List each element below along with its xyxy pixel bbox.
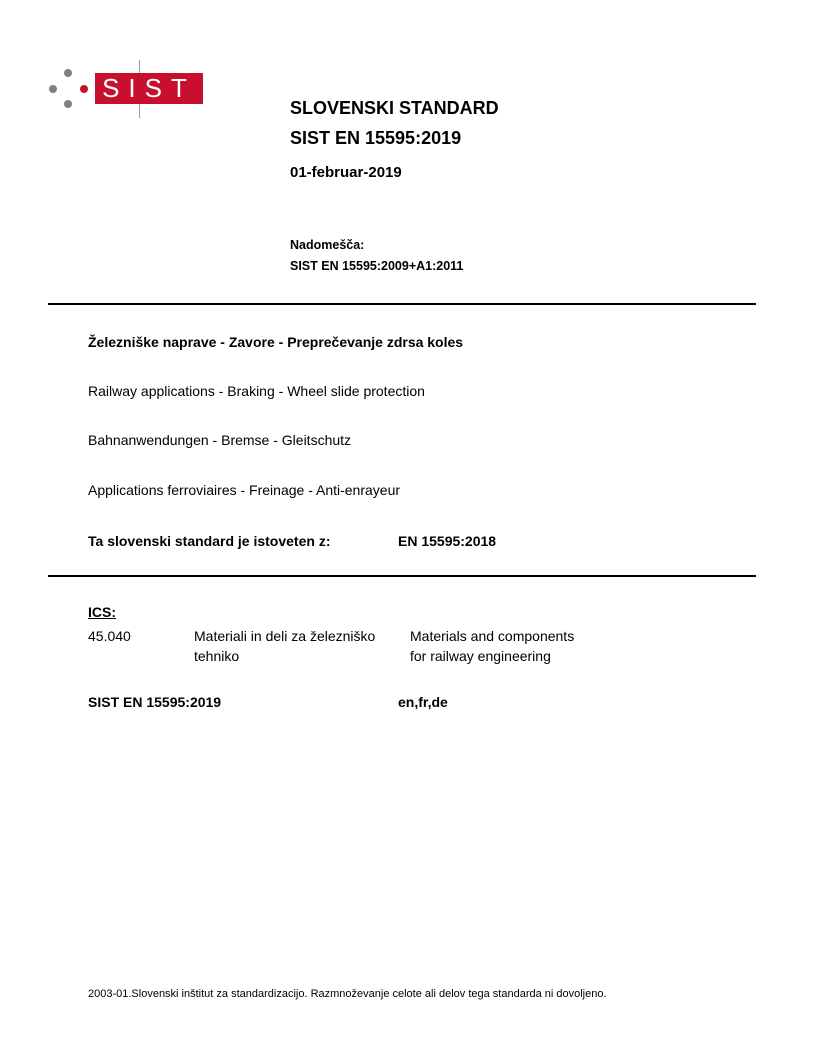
ics-sl-line2: tehniko <box>194 648 240 664</box>
identical-value: EN 15595:2018 <box>398 533 497 549</box>
copyright-footer: 2003-01.Slovenski inštitut za standardizacijo. Razmnoževanje celote ali delov tega standarda ni dovoljeno. <box>88 988 607 1000</box>
standard-number: SIST EN 15595:2019 <box>290 128 462 148</box>
title-de: Bahnanwendungen - Bremse - Gleitschutz <box>88 432 352 448</box>
ics-sl-line1: Materiali in deli za železniško <box>194 628 376 644</box>
standard-heading: SLOVENSKI STANDARD <box>290 98 499 118</box>
logo-dot-icon <box>64 100 72 108</box>
logo-dot-icon <box>49 85 57 93</box>
ics-code: 45.040 <box>88 628 131 644</box>
logo-wordmark: SIST <box>95 73 203 104</box>
logo-dot-icon <box>80 85 88 93</box>
replaces-label: Nadomešča: <box>290 238 365 252</box>
replaces-value: SIST EN 15595:2009+A1:2011 <box>290 259 464 273</box>
identical-label: Ta slovenski standard je istoveten z: <box>88 533 331 549</box>
standard-date: 01-februar-2019 <box>290 164 402 181</box>
title-en: Railway applications - Braking - Wheel slide protection <box>88 383 425 399</box>
divider-bottom <box>48 575 756 577</box>
bottom-id: SIST EN 15595:2019 <box>88 694 222 710</box>
title-sl: Železniške naprave - Zavore - Preprečevanje zdrsa koles <box>88 334 464 350</box>
logo-dot-icon <box>64 69 72 77</box>
bottom-langs: en,fr,de <box>398 694 448 710</box>
divider-top <box>48 303 756 305</box>
ics-label: ICS: <box>88 604 116 620</box>
title-fr: Applications ferroviaires - Freinage - Anti-enrayeur <box>88 482 401 498</box>
ics-en-line1: Materials and components <box>410 628 575 644</box>
ics-en-line2: for railway engineering <box>410 648 551 664</box>
